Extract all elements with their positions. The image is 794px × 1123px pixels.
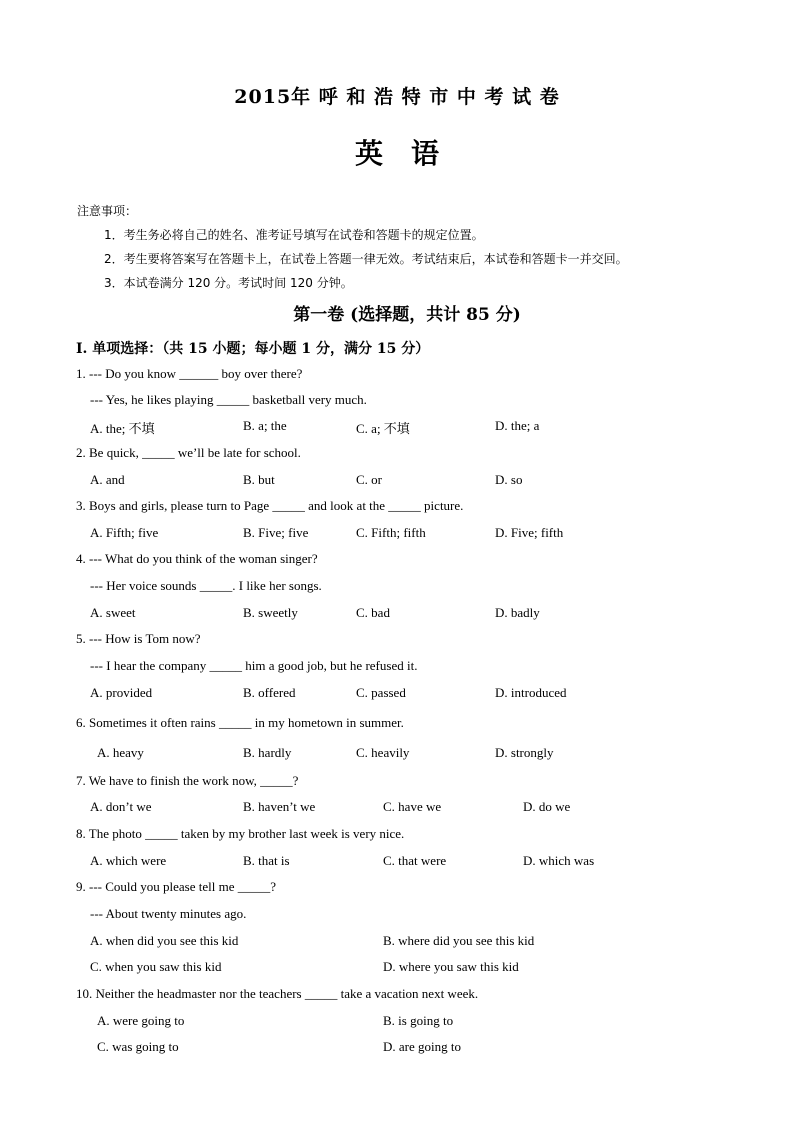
answer-option: C. Fifth; fifth	[356, 525, 426, 540]
answer-option: A. which were	[90, 853, 167, 868]
question-text: 9. --- Could you please tell me _____?	[76, 879, 277, 894]
answer-option: B. sweetly	[243, 605, 298, 620]
answer-option: C. have we	[383, 799, 442, 814]
answer-option: B. that is	[243, 853, 290, 868]
answer-option: D. Five; fifth	[495, 525, 564, 540]
answer-option: C. was going to	[97, 1039, 179, 1054]
answer-option: A. sweet	[90, 605, 136, 620]
answer-option: C. a; 不填	[356, 421, 410, 436]
answer-option: C. when you saw this kid	[90, 959, 222, 974]
question-text: --- Yes, he likes playing _____ basketball very much.	[90, 392, 367, 407]
notice-item: 1．考生务必将自己的姓名、准考证号填写在试卷和答题卡的规定位置。	[104, 228, 484, 242]
notice-heading: 注意事项：	[77, 204, 138, 218]
question-text: 1. --- Do you know ______ boy over there?	[76, 366, 303, 381]
answer-option: B. offered	[243, 685, 296, 700]
answer-option: D. the; a	[495, 418, 540, 433]
question-text: 5. --- How is Tom now?	[76, 631, 201, 646]
answer-option: D. introduced	[495, 685, 567, 700]
question-text: 6. Sometimes it often rains _____ in my hometown in summer.	[76, 715, 404, 730]
answer-option: C. or	[356, 472, 382, 487]
question-text: 2. Be quick, _____ we’ll be late for school.	[76, 445, 301, 460]
answer-option: A. the; 不填	[90, 421, 155, 436]
answer-option: B. haven’t we	[243, 799, 316, 814]
answer-option: A. were going to	[97, 1013, 185, 1028]
answer-option: C. bad	[356, 605, 390, 620]
answer-option: B. Five; five	[243, 525, 309, 540]
exam-title: 2015年 呼 和 浩 特 市 中 考 试 卷	[234, 86, 560, 108]
question-text: --- I hear the company _____ him a good job, but he refused it.	[90, 658, 418, 673]
answer-option: B. where did you see this kid	[383, 933, 535, 948]
answer-option: C. passed	[356, 685, 406, 700]
question-text: 10. Neither the headmaster nor the teachers _____ take a vacation next week.	[76, 986, 479, 1001]
answer-option: B. is going to	[383, 1013, 454, 1028]
notice-item: 3．本试卷满分 120 分。考试时间 120 分钟。	[104, 276, 353, 290]
answer-option: A. Fifth; five	[90, 525, 159, 540]
answer-option: D. which was	[523, 853, 595, 868]
question-text: --- Her voice sounds _____. I like her songs.	[90, 578, 322, 593]
answer-option: D. strongly	[495, 745, 554, 760]
answer-option: B. hardly	[243, 745, 292, 760]
notice-item: 2．考生要将答案写在答题卡上，在试卷上答题一律无效。考试结束后，本试卷和答题卡一并交回。	[104, 252, 628, 266]
answer-option: A. and	[90, 472, 125, 487]
answer-option: D. are going to	[383, 1039, 461, 1054]
question-text: 3. Boys and girls, please turn to Page _____ and look at the _____ picture.	[76, 498, 464, 513]
answer-option: C. that were	[383, 853, 447, 868]
answer-option: D. do we	[523, 799, 571, 814]
answer-option: D. so	[495, 472, 523, 487]
answer-option: D. badly	[495, 605, 540, 620]
answer-option: C. heavily	[356, 745, 410, 760]
question-text: 8. The photo _____ taken by my brother last week is very nice.	[76, 826, 405, 841]
answer-option: B. a; the	[243, 418, 287, 433]
section-title: I. 单项选择：（共 15 小题；每小题 1 分，满分 15 分）	[76, 341, 430, 357]
part-title: 第一卷 (选择题，共计 85 分)	[293, 305, 521, 325]
answer-option: A. provided	[90, 685, 153, 700]
answer-option: D. where you saw this kid	[383, 959, 519, 974]
question-text: --- About twenty minutes ago.	[90, 906, 247, 921]
answer-option: A. when did you see this kid	[90, 933, 239, 948]
answer-option: A. don’t we	[90, 799, 152, 814]
subject-title: 英 语	[354, 137, 439, 170]
question-text: 7. We have to finish the work now, _____?	[76, 773, 299, 788]
answer-option: A. heavy	[97, 745, 144, 760]
answer-option: B. but	[243, 472, 275, 487]
question-text: 4. --- What do you think of the woman singer?	[76, 551, 318, 566]
